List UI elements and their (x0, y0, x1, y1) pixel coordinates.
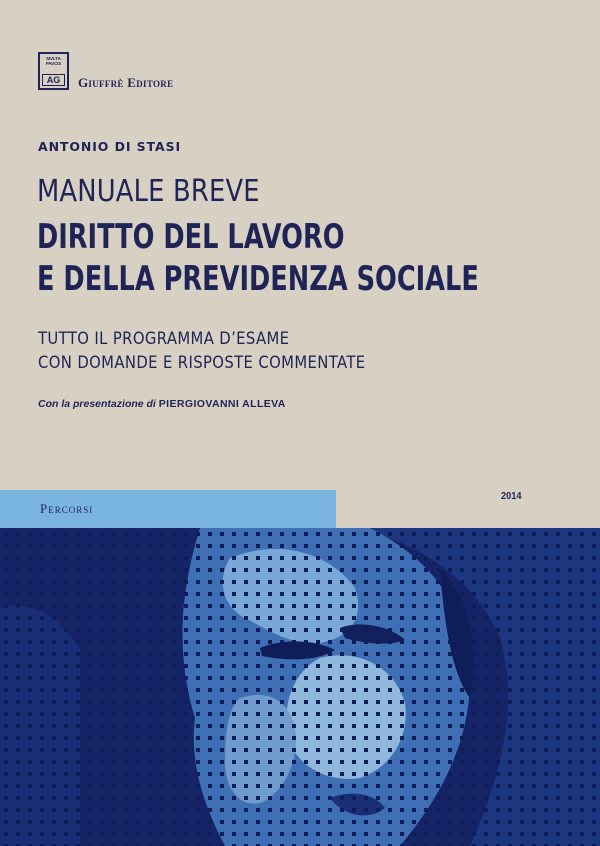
presentation-name: PIERGIOVANNI ALLEVA (158, 398, 286, 410)
book-title-line-1: DIRITTO DEL LAVORO (37, 217, 345, 256)
cover-photo (0, 528, 600, 846)
publisher-name: Giuffrè Editore (78, 75, 174, 90)
publication-year: 2014 (501, 490, 522, 502)
publisher-logo (38, 52, 69, 90)
logo-monogram: AG (42, 74, 65, 86)
series-label: Percorsi (40, 501, 94, 516)
book-title-line-2: E DELLA PREVIDENZA SOCIALE (37, 259, 479, 298)
series-title: MANUALE BREVE (37, 174, 260, 209)
halftone-portrait-image (0, 528, 600, 846)
subtitle-line-2: CON DOMANDE E RISPOSTE COMMENTATE (38, 353, 366, 372)
book-title (37, 216, 479, 300)
presentation-credit (38, 398, 286, 410)
series-bar (0, 490, 336, 528)
author-name: ANTONIO DI STASI (38, 139, 182, 154)
logo-motto: MVLTA PAVCIS (45, 56, 62, 66)
book-subtitle (38, 327, 366, 375)
presentation-prefix: Con la presentazione di (38, 398, 156, 410)
subtitle-line-1: TUTTO IL PROGRAMMA D’ESAME (38, 329, 290, 348)
